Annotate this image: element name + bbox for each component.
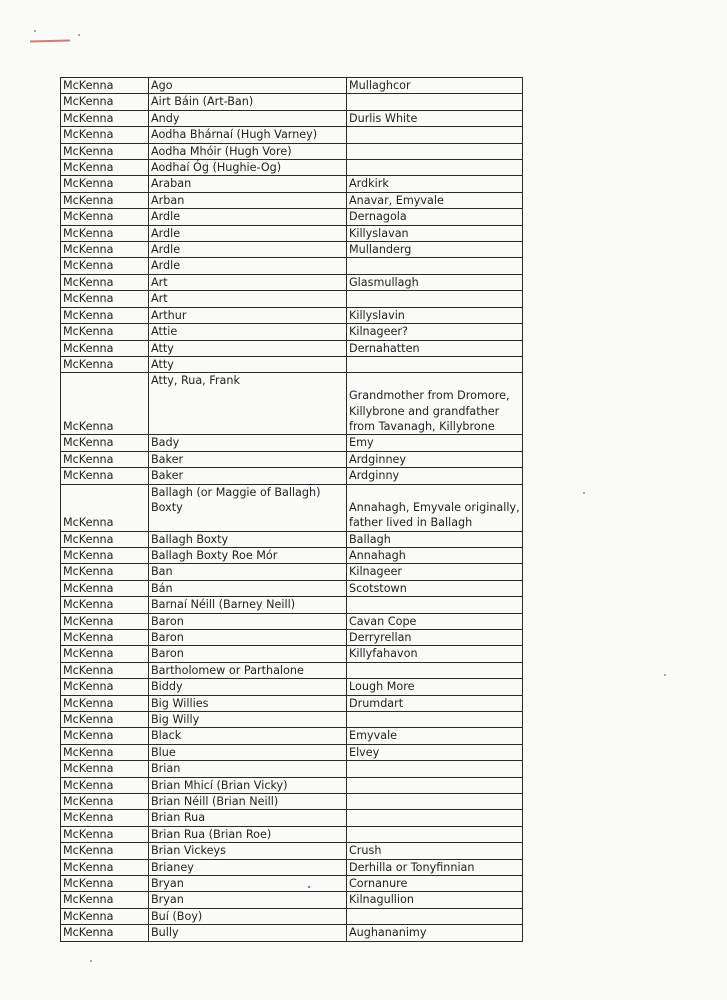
table-row (61, 143, 523, 159)
nickname-cell: Brian Mhicí (Brian Vicky) (149, 777, 347, 793)
place-cell: Annahagh, Emyvale originally, father lived in Ballagh (347, 484, 523, 531)
nickname-cell: Big Willy (149, 712, 347, 728)
place-cell: Anavar, Emyvale (347, 192, 523, 208)
nickname-cell: Ballagh Boxty Roe Mór (149, 547, 347, 563)
surname-cell: McKenna (61, 646, 149, 662)
place-cell: Derhilla or Tonyfinnian (347, 859, 523, 875)
nickname-cell: Brian Rua (Brian Roe) (149, 826, 347, 842)
surname-cell: McKenna (61, 580, 149, 596)
nickname-cell: Bully (149, 925, 347, 941)
table-row (61, 468, 523, 484)
nickname-cell: Big Willies (149, 695, 347, 711)
table-row (61, 291, 523, 307)
nickname-cell: Ardle (149, 258, 347, 274)
scan-speck (34, 30, 36, 32)
nickname-cell: Atty (149, 340, 347, 356)
table-row (61, 531, 523, 547)
surname-cell: McKenna (61, 225, 149, 241)
place-cell: Ardginney (347, 451, 523, 467)
surname-cell: McKenna (61, 340, 149, 356)
surname-cell: McKenna (61, 679, 149, 695)
surname-cell: McKenna (61, 324, 149, 340)
place-cell: Kilnageer (347, 564, 523, 580)
table-row (61, 307, 523, 323)
table-row (61, 209, 523, 225)
surname-cell: McKenna (61, 810, 149, 826)
table-row (61, 258, 523, 274)
surname-cell: McKenna (61, 274, 149, 290)
table-row (61, 629, 523, 645)
place-cell: Durlis White (347, 110, 523, 126)
table-row (61, 110, 523, 126)
nickname-cell: Andy (149, 110, 347, 126)
place-cell (347, 712, 523, 728)
table-row (61, 597, 523, 613)
nickname-cell: Araban (149, 176, 347, 192)
nickname-cell: Brian Néill (Brian Neill) (149, 794, 347, 810)
surname-cell: McKenna (61, 794, 149, 810)
surname-cell: McKenna (61, 629, 149, 645)
nickname-cell: Aodha Bhárnaí (Hugh Varney) (149, 127, 347, 143)
table-row (61, 160, 523, 176)
nickname-cell: Black (149, 728, 347, 744)
nickname-cell: Baron (149, 613, 347, 629)
table-row (61, 373, 523, 435)
nickname-cell: Airt Báin (Art-Ban) (149, 94, 347, 110)
table-row (61, 744, 523, 760)
table-row (61, 340, 523, 356)
scan-speck (664, 674, 666, 676)
surname-cell: McKenna (61, 531, 149, 547)
surname-cell: McKenna (61, 356, 149, 372)
place-cell (347, 127, 523, 143)
place-cell: Scotstown (347, 580, 523, 596)
table-row (61, 695, 523, 711)
table-row (61, 192, 523, 208)
place-cell: Lough More (347, 679, 523, 695)
table-row (61, 662, 523, 678)
scan-speck (583, 492, 585, 494)
place-cell (347, 761, 523, 777)
surname-cell: McKenna (61, 876, 149, 892)
nickname-cell: Aodha Mhóir (Hugh Vore) (149, 143, 347, 159)
place-cell: Dernagola (347, 209, 523, 225)
place-cell: Emy (347, 435, 523, 451)
table-row (61, 892, 523, 908)
place-cell (347, 826, 523, 842)
place-cell: Derryrellan (347, 629, 523, 645)
place-cell: Elvey (347, 744, 523, 760)
table-row (61, 484, 523, 531)
surname-cell: McKenna (61, 209, 149, 225)
place-cell: Dernahatten (347, 340, 523, 356)
place-cell: Aughananimy (347, 925, 523, 941)
place-cell (347, 810, 523, 826)
surname-cell: McKenna (61, 307, 149, 323)
surname-cell: McKenna (61, 242, 149, 258)
surname-cell: McKenna (61, 143, 149, 159)
surname-cell: McKenna (61, 925, 149, 941)
place-cell (347, 143, 523, 159)
place-cell: Ardkirk (347, 176, 523, 192)
table-row (61, 761, 523, 777)
nickname-cell: Brian Rua (149, 810, 347, 826)
nickname-cell: Ballagh (or Maggie of Ballagh) Boxty (149, 484, 347, 531)
surname-cell: McKenna (61, 258, 149, 274)
nickname-cell: Ardle (149, 225, 347, 241)
nickname-cell: Biddy (149, 679, 347, 695)
place-cell: Killyfahavon (347, 646, 523, 662)
surname-cell: McKenna (61, 94, 149, 110)
surname-cell: McKenna (61, 597, 149, 613)
nickname-cell: Arban (149, 192, 347, 208)
place-cell: Emyvale (347, 728, 523, 744)
nickname-cell: Atty (149, 356, 347, 372)
place-cell (347, 160, 523, 176)
place-cell (347, 777, 523, 793)
surname-cell: McKenna (61, 451, 149, 467)
surname-cell: McKenna (61, 564, 149, 580)
surname-cell: McKenna (61, 712, 149, 728)
nickname-cell: Ardle (149, 209, 347, 225)
surname-cell: McKenna (61, 192, 149, 208)
place-cell: Ballagh (347, 531, 523, 547)
table-row (61, 324, 523, 340)
nickname-cell: Blue (149, 744, 347, 760)
surname-cell: McKenna (61, 110, 149, 126)
table-row (61, 274, 523, 290)
surname-cell: McKenna (61, 127, 149, 143)
surname-cell: McKenna (61, 468, 149, 484)
surname-cell: McKenna (61, 176, 149, 192)
nickname-cell: Brian (149, 761, 347, 777)
table-row (61, 794, 523, 810)
table-row (61, 356, 523, 372)
nickname-cell: Bryan (149, 892, 347, 908)
table-row (61, 712, 523, 728)
surname-cell: McKenna (61, 484, 149, 531)
surname-cell: McKenna (61, 777, 149, 793)
place-cell: Killyslavan (347, 225, 523, 241)
surname-cell: McKenna (61, 744, 149, 760)
nickname-cell: Ardle (149, 242, 347, 258)
surname-cell: McKenna (61, 728, 149, 744)
table-row (61, 859, 523, 875)
surname-cell: McKenna (61, 908, 149, 924)
place-cell (347, 597, 523, 613)
table-row (61, 547, 523, 563)
place-cell: Drumdart (347, 695, 523, 711)
table-row (61, 242, 523, 258)
place-cell (347, 794, 523, 810)
place-cell: Kilnagullion (347, 892, 523, 908)
table-row (61, 564, 523, 580)
place-cell: Ardginny (347, 468, 523, 484)
scan-speck (90, 960, 92, 962)
nickname-cell: Attie (149, 324, 347, 340)
place-cell (347, 356, 523, 372)
place-cell: Killyslavin (347, 307, 523, 323)
place-cell: Annahagh (347, 547, 523, 563)
nickname-cell: Aodhaí Óg (Hughie-Og) (149, 160, 347, 176)
place-cell: Mullanderg (347, 242, 523, 258)
table-row (61, 225, 523, 241)
table-row (61, 78, 523, 94)
place-cell (347, 908, 523, 924)
table-row (61, 728, 523, 744)
table-row (61, 613, 523, 629)
nickname-table-body (61, 78, 523, 942)
scan-speck (78, 34, 80, 36)
place-cell: Cornanure (347, 876, 523, 892)
place-cell (347, 662, 523, 678)
nickname-cell: Barnaí Néill (Barney Neill) (149, 597, 347, 613)
table-row (61, 176, 523, 192)
place-cell (347, 291, 523, 307)
table-row (61, 810, 523, 826)
nickname-cell: Bán (149, 580, 347, 596)
nickname-cell: Arthur (149, 307, 347, 323)
table-row (61, 679, 523, 695)
nickname-cell: Brian Vickeys (149, 843, 347, 859)
surname-cell: McKenna (61, 859, 149, 875)
nickname-cell: Art (149, 274, 347, 290)
nickname-cell: Ago (149, 78, 347, 94)
table-row (61, 435, 523, 451)
place-cell (347, 258, 523, 274)
nickname-cell: Baker (149, 451, 347, 467)
place-cell: Mullaghcor (347, 78, 523, 94)
surname-cell: McKenna (61, 78, 149, 94)
nickname-cell: Bryan (149, 876, 347, 892)
table-row (61, 876, 523, 892)
nickname-cell: Ban (149, 564, 347, 580)
table-row (61, 908, 523, 924)
surname-cell: McKenna (61, 892, 149, 908)
nickname-cell: Baron (149, 629, 347, 645)
place-cell: Glasmullagh (347, 274, 523, 290)
nickname-cell: Buí (Boy) (149, 908, 347, 924)
nickname-cell: Brianey (149, 859, 347, 875)
table-row (61, 94, 523, 110)
nickname-cell: Art (149, 291, 347, 307)
place-cell: Grandmother from Dromore, Killybrone and grandfather from Tavanagh, Killybrone (347, 373, 523, 435)
table-row (61, 777, 523, 793)
surname-cell: McKenna (61, 695, 149, 711)
place-cell: Cavan Cope (347, 613, 523, 629)
nickname-cell: Baron (149, 646, 347, 662)
table-row (61, 127, 523, 143)
surname-cell: McKenna (61, 662, 149, 678)
nickname-cell: Bartholomew or Parthalone (149, 662, 347, 678)
table-row (61, 451, 523, 467)
nickname-table (60, 77, 523, 942)
surname-cell: McKenna (61, 160, 149, 176)
place-cell (347, 94, 523, 110)
surname-cell: McKenna (61, 761, 149, 777)
nickname-cell: Baker (149, 468, 347, 484)
surname-cell: McKenna (61, 826, 149, 842)
surname-cell: McKenna (61, 291, 149, 307)
table-row (61, 925, 523, 941)
surname-cell: McKenna (61, 547, 149, 563)
table-row (61, 646, 523, 662)
nickname-cell: Ballagh Boxty (149, 531, 347, 547)
table-row (61, 826, 523, 842)
surname-cell: McKenna (61, 843, 149, 859)
surname-cell: McKenna (61, 435, 149, 451)
place-cell: Kilnageer? (347, 324, 523, 340)
table-row (61, 843, 523, 859)
table-row (61, 580, 523, 596)
nickname-cell: Atty, Rua, Frank (149, 373, 347, 435)
place-cell: Crush (347, 843, 523, 859)
nickname-cell: Bady (149, 435, 347, 451)
scan-artifact-mark (30, 39, 70, 42)
surname-cell: McKenna (61, 613, 149, 629)
surname-cell: McKenna (61, 373, 149, 435)
